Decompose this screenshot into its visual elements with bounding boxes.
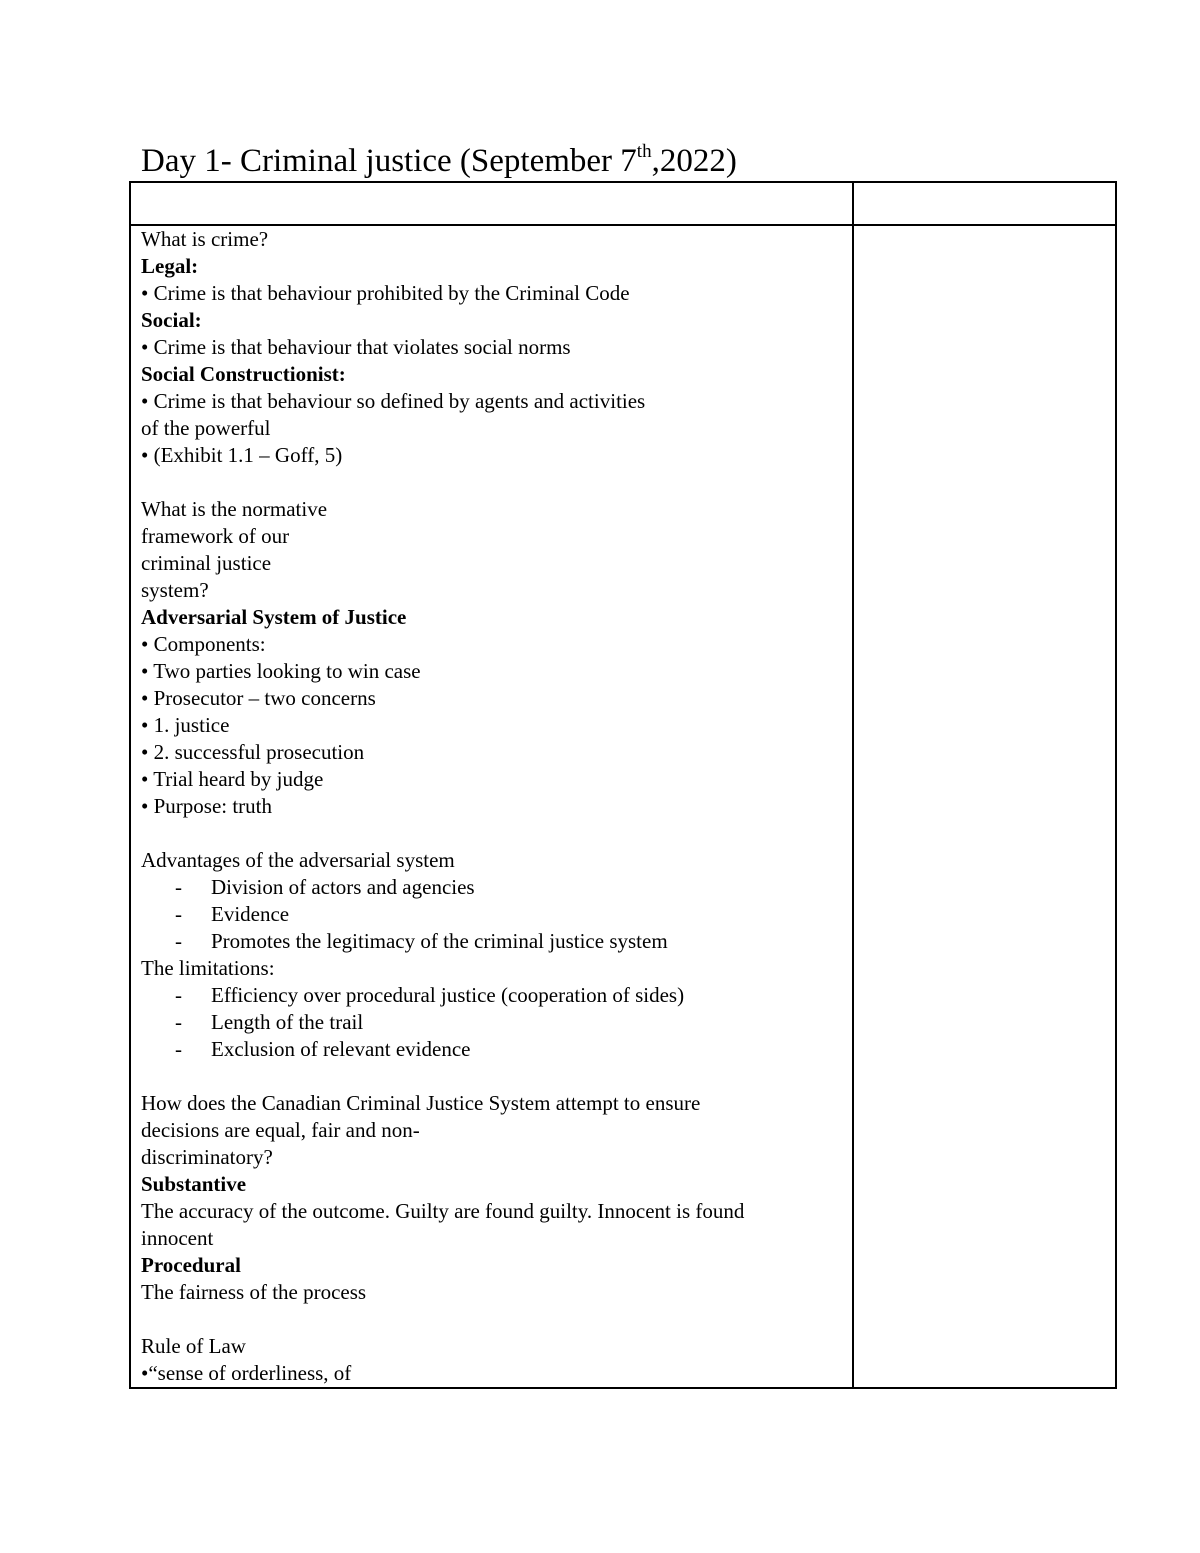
bullet-social: • Crime is that behaviour that violates social norms [141,335,571,359]
limitation-text: Exclusion of relevant evidence [211,1037,471,1061]
advantage-text: Promotes the legitimacy of the criminal justice system [211,929,668,953]
text-substantive-cont: innocent [141,1226,214,1250]
dash-marker: - [175,929,182,953]
list-item-advantage [141,928,841,955]
dash-marker: - [175,1037,182,1061]
heading-substantive: Substantive [141,1172,247,1196]
question-canadian-system-1: How does the Canadian Criminal Justice System attempt to ensure [141,1091,701,1115]
bullet-rule-of-law: •“sense of orderliness, of [141,1361,352,1385]
limitation-text: Efficiency over procedural justice (cooperation of sides) [211,983,685,1007]
question-normative-1: What is the normative [141,497,328,521]
title-superscript: th [636,141,652,162]
dash-marker: - [175,902,182,926]
list-item-limitation [141,1036,841,1063]
heading-procedural: Procedural [141,1253,241,1277]
text-procedural: The fairness of the process [141,1280,367,1304]
heading-rule-of-law: Rule of Law [141,1334,246,1358]
list-item-advantage [141,901,841,928]
title-suffix: ,2022) [651,143,737,179]
dash-marker: - [175,1010,182,1034]
document-title [141,141,737,181]
title-prefix: Day 1- Criminal justice (September 7 [141,143,637,179]
bullet-prosecutor: • Prosecutor – two concerns [141,686,376,710]
advantage-text: Division of actors and agencies [211,875,475,899]
heading-social-constructionist: Social Constructionist: [141,362,346,386]
blank-line [141,1306,841,1333]
question-normative-2: framework of our [141,524,290,548]
bullet-social-constructionist: • Crime is that behaviour so defined by agents and activities [141,389,646,413]
dash-marker: - [175,875,182,899]
bullet-exhibit: • (Exhibit 1.1 – Goff, 5) [141,443,343,467]
advantage-text: Evidence [211,902,290,926]
question-normative-3: criminal justice [141,551,272,575]
dash-marker: - [175,983,182,1007]
blank-line [141,820,841,847]
blank-line [141,469,841,496]
notes-table [129,181,1117,1389]
question-normative-4: system? [141,578,209,602]
notes-column [141,226,841,1387]
blank-line [141,1063,841,1090]
heading-social: Social: [141,308,202,332]
bullet-social-constructionist-cont: of the powerful [141,416,271,440]
heading-legal: Legal: [141,254,199,278]
list-item-limitation [141,1009,841,1036]
bullet-successful-prosecution: • 2. successful prosecution [141,740,365,764]
column-divider [852,183,854,1387]
text-substantive: The accuracy of the outcome. Guilty are found guilty. Innocent is found [141,1199,745,1223]
list-item-advantage [141,874,841,901]
question-canadian-system-2: decisions are equal, fair and non- [141,1118,420,1142]
bullet-justice: • 1. justice [141,713,230,737]
limitation-text: Length of the trail [211,1010,364,1034]
bullet-purpose: • Purpose: truth [141,794,273,818]
bullet-components: • Components: [141,632,266,656]
bullet-trial-judge: • Trial heard by judge [141,767,324,791]
heading-advantages: Advantages of the adversarial system [141,848,455,872]
list-item-limitation [141,982,841,1009]
question-canadian-system-3: discriminatory? [141,1145,273,1169]
bullet-two-parties: • Two parties looking to win case [141,659,421,683]
heading-adversarial-system: Adversarial System of Justice [141,605,407,629]
heading-limitations: The limitations: [141,956,275,980]
question-what-is-crime: What is crime? [141,227,269,251]
bullet-legal: • Crime is that behaviour prohibited by the Criminal Code [141,281,630,305]
